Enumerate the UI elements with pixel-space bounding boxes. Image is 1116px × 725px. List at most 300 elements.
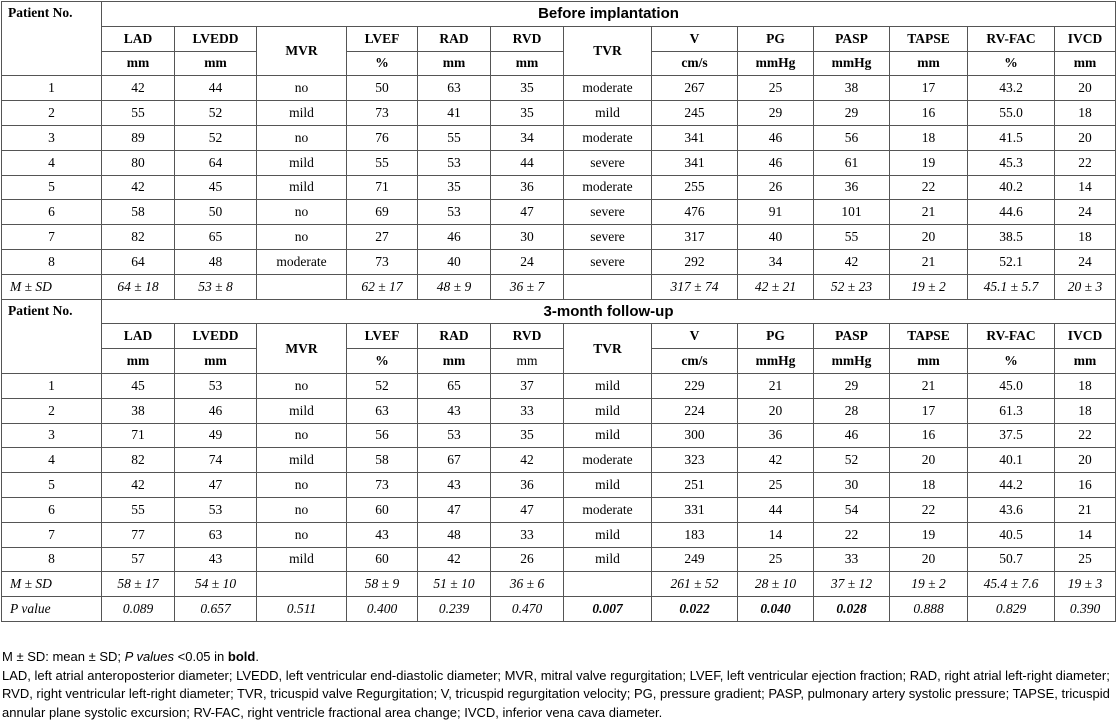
unit-cell: mm xyxy=(491,349,564,374)
column-header: RV-FAC xyxy=(968,324,1055,349)
column-header: RV-FAC xyxy=(968,26,1055,51)
mean-sd-cell xyxy=(257,274,347,299)
data-cell: 89 xyxy=(102,125,175,150)
data-cell: 40.5 xyxy=(968,522,1055,547)
patient-number-cell: 3 xyxy=(2,423,102,448)
data-cell: 19 xyxy=(890,150,968,175)
data-cell: 52 xyxy=(814,448,890,473)
unit-cell: mm xyxy=(1055,349,1116,374)
table-row xyxy=(2,473,1116,498)
data-cell: 41 xyxy=(418,101,491,126)
data-cell: 17 xyxy=(890,398,968,423)
data-cell: 25 xyxy=(738,473,814,498)
data-cell: 54 xyxy=(814,497,890,522)
footnote-pvalues-text: P values xyxy=(124,649,175,664)
unit-cell: mmHg xyxy=(738,349,814,374)
p-value-cell: 0.888 xyxy=(890,597,968,622)
data-cell: 47 xyxy=(418,497,491,522)
data-cell: 56 xyxy=(347,423,418,448)
p-value-row xyxy=(2,597,1116,622)
unit-cell: mm xyxy=(175,51,257,76)
data-cell: mild xyxy=(257,150,347,175)
data-cell: 22 xyxy=(890,175,968,200)
data-cell: 53 xyxy=(418,200,491,225)
data-cell: 101 xyxy=(814,200,890,225)
data-cell: 26 xyxy=(738,175,814,200)
data-cell: 53 xyxy=(418,150,491,175)
mean-sd-cell: 19 ± 2 xyxy=(890,274,968,299)
follow-up-section-title: 3-month follow-up xyxy=(102,299,1116,324)
data-cell: 47 xyxy=(175,473,257,498)
unit-cell: mm xyxy=(890,349,968,374)
data-cell: 43.6 xyxy=(968,497,1055,522)
data-cell: 14 xyxy=(1055,175,1116,200)
column-header: RVD xyxy=(491,324,564,349)
data-cell: mild xyxy=(257,448,347,473)
data-cell: 42 xyxy=(491,448,564,473)
data-cell: 35 xyxy=(418,175,491,200)
data-cell: mild xyxy=(564,473,652,498)
footnote-period: . xyxy=(255,649,259,664)
before-implantation-title-row xyxy=(2,2,1116,27)
data-cell: 24 xyxy=(491,249,564,274)
data-cell: no xyxy=(257,473,347,498)
data-cell: 45 xyxy=(175,175,257,200)
data-cell: no xyxy=(257,373,347,398)
data-cell: 40 xyxy=(738,225,814,250)
data-cell: severe xyxy=(564,225,652,250)
data-cell: 55 xyxy=(347,150,418,175)
data-cell: 53 xyxy=(175,497,257,522)
data-cell: 35 xyxy=(491,423,564,448)
mean-sd-cell: 45.1 ± 5.7 xyxy=(968,274,1055,299)
column-header: TVR xyxy=(564,26,652,76)
data-cell: 37 xyxy=(491,373,564,398)
p-value-cell: 0.400 xyxy=(347,597,418,622)
data-cell: 55 xyxy=(102,101,175,126)
data-cell: 45.0 xyxy=(968,373,1055,398)
column-header: LVEF xyxy=(347,324,418,349)
column-header: LVEDD xyxy=(175,26,257,51)
data-cell: 48 xyxy=(175,249,257,274)
mean-sd-cell: 19 ± 3 xyxy=(1055,572,1116,597)
data-cell: moderate xyxy=(257,249,347,274)
column-header: PG xyxy=(738,26,814,51)
data-cell: 17 xyxy=(890,76,968,101)
before-implantation-mean-sd-row xyxy=(2,274,1116,299)
patient-number-cell: 4 xyxy=(2,448,102,473)
data-cell: 18 xyxy=(1055,101,1116,126)
table-row xyxy=(2,101,1116,126)
data-cell: severe xyxy=(564,150,652,175)
data-cell: 73 xyxy=(347,249,418,274)
column-header: LVEF xyxy=(347,26,418,51)
data-cell: 45 xyxy=(102,373,175,398)
data-cell: 56 xyxy=(814,125,890,150)
mean-sd-cell xyxy=(257,572,347,597)
data-cell: 40 xyxy=(418,249,491,274)
data-cell: no xyxy=(257,522,347,547)
data-cell: 16 xyxy=(890,423,968,448)
data-cell: 52 xyxy=(175,125,257,150)
column-header: RAD xyxy=(418,324,491,349)
data-cell: 20 xyxy=(890,225,968,250)
data-cell: mild xyxy=(257,547,347,572)
data-cell: 21 xyxy=(890,200,968,225)
data-cell: 65 xyxy=(175,225,257,250)
data-cell: 44 xyxy=(175,76,257,101)
data-cell: 52 xyxy=(347,373,418,398)
data-cell: moderate xyxy=(564,76,652,101)
data-cell: 21 xyxy=(738,373,814,398)
data-cell: 50 xyxy=(175,200,257,225)
data-cell: 44.6 xyxy=(968,200,1055,225)
unit-cell: mm xyxy=(102,349,175,374)
unit-cell: mm xyxy=(102,51,175,76)
data-cell: 29 xyxy=(814,373,890,398)
table-footnotes xyxy=(2,648,1114,722)
data-cell: 49 xyxy=(175,423,257,448)
data-cell: 34 xyxy=(491,125,564,150)
mean-sd-cell: 36 ± 6 xyxy=(491,572,564,597)
column-header: LVEDD xyxy=(175,324,257,349)
mean-sd-cell xyxy=(564,274,652,299)
mean-sd-cell: 37 ± 12 xyxy=(814,572,890,597)
data-cell: 33 xyxy=(491,522,564,547)
data-cell: 43 xyxy=(347,522,418,547)
mean-sd-cell: 36 ± 7 xyxy=(491,274,564,299)
column-header: TVR xyxy=(564,324,652,374)
data-cell: 249 xyxy=(652,547,738,572)
mean-sd-cell: 48 ± 9 xyxy=(418,274,491,299)
column-header: TAPSE xyxy=(890,26,968,51)
patient-no-header: Patient No. xyxy=(2,2,102,76)
data-cell: 65 xyxy=(418,373,491,398)
column-header: IVCD xyxy=(1055,26,1116,51)
data-cell: 38.5 xyxy=(968,225,1055,250)
unit-cell: mmHg xyxy=(814,51,890,76)
mean-sd-cell: 19 ± 2 xyxy=(890,572,968,597)
patient-number-cell: 6 xyxy=(2,200,102,225)
data-cell: 20 xyxy=(738,398,814,423)
data-cell: 63 xyxy=(418,76,491,101)
table-row xyxy=(2,76,1116,101)
data-cell: mild xyxy=(257,101,347,126)
data-cell: 63 xyxy=(347,398,418,423)
data-cell: 30 xyxy=(491,225,564,250)
unit-cell: mm xyxy=(418,51,491,76)
data-cell: 57 xyxy=(102,547,175,572)
mean-sd-label: M ± SD xyxy=(2,572,102,597)
data-cell: 36 xyxy=(491,175,564,200)
data-cell: 24 xyxy=(1055,200,1116,225)
p-value-cell: 0.390 xyxy=(1055,597,1116,622)
echocardiography-table xyxy=(1,1,1116,622)
data-cell: 18 xyxy=(1055,225,1116,250)
data-cell: 47 xyxy=(491,200,564,225)
data-cell: 71 xyxy=(347,175,418,200)
patient-number-cell: 5 xyxy=(2,473,102,498)
data-cell: 50.7 xyxy=(968,547,1055,572)
data-cell: 42 xyxy=(738,448,814,473)
data-cell: 37.5 xyxy=(968,423,1055,448)
data-cell: 19 xyxy=(890,522,968,547)
table-row xyxy=(2,373,1116,398)
data-cell: 67 xyxy=(418,448,491,473)
data-cell: 36 xyxy=(738,423,814,448)
patient-number-cell: 8 xyxy=(2,547,102,572)
data-cell: 27 xyxy=(347,225,418,250)
data-cell: 35 xyxy=(491,101,564,126)
mean-sd-cell: 64 ± 18 xyxy=(102,274,175,299)
p-value-cell: 0.511 xyxy=(257,597,347,622)
data-cell: 18 xyxy=(890,125,968,150)
data-cell: 46 xyxy=(738,125,814,150)
data-cell: 35 xyxy=(491,76,564,101)
column-header: RAD xyxy=(418,26,491,51)
table-row xyxy=(2,175,1116,200)
data-cell: 82 xyxy=(102,448,175,473)
before-implantation-unit-row xyxy=(2,51,1116,76)
data-cell: 61.3 xyxy=(968,398,1055,423)
follow-up-mean-sd-row xyxy=(2,572,1116,597)
patient-number-cell: 1 xyxy=(2,76,102,101)
table-row xyxy=(2,547,1116,572)
data-cell: 42 xyxy=(102,175,175,200)
p-value-cell: 0.089 xyxy=(102,597,175,622)
footnote-legend xyxy=(2,648,1114,667)
data-cell: 64 xyxy=(102,249,175,274)
unit-cell: mmHg xyxy=(738,51,814,76)
data-cell: 73 xyxy=(347,101,418,126)
data-cell: 26 xyxy=(491,547,564,572)
data-cell: 18 xyxy=(1055,373,1116,398)
data-cell: moderate xyxy=(564,125,652,150)
follow-up-title-row xyxy=(2,299,1116,324)
unit-cell: % xyxy=(968,51,1055,76)
data-cell: 91 xyxy=(738,200,814,225)
column-header: PASP xyxy=(814,324,890,349)
data-cell: 36 xyxy=(491,473,564,498)
patient-number-cell: 1 xyxy=(2,373,102,398)
data-cell: 21 xyxy=(1055,497,1116,522)
mean-sd-cell: 261 ± 52 xyxy=(652,572,738,597)
data-cell: 25 xyxy=(738,547,814,572)
p-value-cell: 0.657 xyxy=(175,597,257,622)
unit-cell: mm xyxy=(890,51,968,76)
p-value-cell: 0.239 xyxy=(418,597,491,622)
data-cell: 25 xyxy=(738,76,814,101)
patient-number-cell: 7 xyxy=(2,522,102,547)
data-cell: 22 xyxy=(1055,150,1116,175)
data-cell: 43 xyxy=(418,473,491,498)
data-cell: 43.2 xyxy=(968,76,1055,101)
table-row xyxy=(2,522,1116,547)
data-cell: 40.1 xyxy=(968,448,1055,473)
column-header: PG xyxy=(738,324,814,349)
data-cell: 76 xyxy=(347,125,418,150)
p-value-label: P value xyxy=(2,597,102,622)
data-cell: moderate xyxy=(564,448,652,473)
data-cell: mild xyxy=(564,101,652,126)
data-cell: 245 xyxy=(652,101,738,126)
data-cell: 77 xyxy=(102,522,175,547)
data-cell: 21 xyxy=(890,249,968,274)
patient-number-cell: 3 xyxy=(2,125,102,150)
unit-cell: % xyxy=(347,51,418,76)
data-cell: mild xyxy=(564,398,652,423)
data-cell: 50 xyxy=(347,76,418,101)
data-cell: 55 xyxy=(102,497,175,522)
patient-no-header: Patient No. xyxy=(2,299,102,373)
data-cell: 14 xyxy=(738,522,814,547)
data-cell: 52 xyxy=(175,101,257,126)
data-cell: 69 xyxy=(347,200,418,225)
data-cell: 229 xyxy=(652,373,738,398)
patient-number-cell: 6 xyxy=(2,497,102,522)
table-row xyxy=(2,150,1116,175)
mean-sd-cell: 52 ± 23 xyxy=(814,274,890,299)
data-cell: 20 xyxy=(1055,125,1116,150)
patient-number-cell: 2 xyxy=(2,398,102,423)
data-cell: 20 xyxy=(890,547,968,572)
data-cell: 33 xyxy=(814,547,890,572)
data-cell: no xyxy=(257,225,347,250)
data-cell: 44 xyxy=(491,150,564,175)
data-cell: 24 xyxy=(1055,249,1116,274)
data-cell: 292 xyxy=(652,249,738,274)
table-row xyxy=(2,125,1116,150)
mean-sd-cell: 45.4 ± 7.6 xyxy=(968,572,1055,597)
p-value-cell: 0.470 xyxy=(491,597,564,622)
data-cell: severe xyxy=(564,249,652,274)
data-cell: 74 xyxy=(175,448,257,473)
data-cell: 43 xyxy=(175,547,257,572)
patient-number-cell: 7 xyxy=(2,225,102,250)
data-cell: 45.3 xyxy=(968,150,1055,175)
data-cell: 73 xyxy=(347,473,418,498)
data-cell: 42 xyxy=(418,547,491,572)
table-row xyxy=(2,497,1116,522)
data-cell: severe xyxy=(564,200,652,225)
data-cell: 46 xyxy=(814,423,890,448)
data-cell: 42 xyxy=(102,473,175,498)
data-cell: 14 xyxy=(1055,522,1116,547)
data-cell: mild xyxy=(564,423,652,448)
mean-sd-cell: 53 ± 8 xyxy=(175,274,257,299)
data-cell: 64 xyxy=(175,150,257,175)
data-cell: 323 xyxy=(652,448,738,473)
data-cell: 22 xyxy=(1055,423,1116,448)
data-cell: 476 xyxy=(652,200,738,225)
data-cell: 16 xyxy=(890,101,968,126)
data-cell: 46 xyxy=(175,398,257,423)
unit-cell: mmHg xyxy=(814,349,890,374)
patient-number-cell: 8 xyxy=(2,249,102,274)
data-cell: 46 xyxy=(418,225,491,250)
data-cell: 29 xyxy=(814,101,890,126)
footnote-bold-text: bold xyxy=(227,649,256,664)
data-cell: 61 xyxy=(814,150,890,175)
p-value-cell: 0.007 xyxy=(564,597,652,622)
data-cell: 29 xyxy=(738,101,814,126)
footnote-abbreviations: LAD, left atrial anteroposterior diameter; LVEDD, left ventricular end-diastolic diameter; MVR, mitral valve regurgitation; LVEF, left ventricular ejection fraction; RAD, right atrial left-right diameter; RVD, right ventricular left-right diameter; TVR, tricuspid valve Regurgitation; V, tricuspid regurgitation velocity; PG, pressure gradient; PASP, pulmonary artery systolic pressure; TAPSE, tricuspid annular plane systolic excursion; RV-FAC, right ventricle fractional area change; IVCD, inferior vena cava diameter. xyxy=(2,667,1110,720)
column-header: V xyxy=(652,324,738,349)
unit-cell: % xyxy=(968,349,1055,374)
column-header: PASP xyxy=(814,26,890,51)
mean-sd-cell: 54 ± 10 xyxy=(175,572,257,597)
data-cell: 44.2 xyxy=(968,473,1055,498)
data-cell: 60 xyxy=(347,497,418,522)
data-cell: 22 xyxy=(814,522,890,547)
table-row xyxy=(2,398,1116,423)
p-value-cell: 0.028 xyxy=(814,597,890,622)
data-cell: 58 xyxy=(347,448,418,473)
data-cell: 18 xyxy=(1055,398,1116,423)
data-cell: 21 xyxy=(890,373,968,398)
unit-cell: % xyxy=(347,349,418,374)
data-cell: 41.5 xyxy=(968,125,1055,150)
data-cell: 300 xyxy=(652,423,738,448)
data-cell: 267 xyxy=(652,76,738,101)
follow-up-header-row xyxy=(2,324,1116,349)
before-implantation-section-title: Before implantation xyxy=(102,2,1116,27)
data-cell: 80 xyxy=(102,150,175,175)
unit-cell: mm xyxy=(175,349,257,374)
column-header: V xyxy=(652,26,738,51)
data-cell: 331 xyxy=(652,497,738,522)
p-value-cell: 0.040 xyxy=(738,597,814,622)
data-cell: 63 xyxy=(175,522,257,547)
data-cell: 43 xyxy=(418,398,491,423)
column-header: MVR xyxy=(257,324,347,374)
data-cell: 255 xyxy=(652,175,738,200)
data-cell: 52.1 xyxy=(968,249,1055,274)
data-cell: 82 xyxy=(102,225,175,250)
column-header: TAPSE xyxy=(890,324,968,349)
data-cell: 20 xyxy=(1055,448,1116,473)
data-cell: mild xyxy=(257,175,347,200)
follow-up-unit-row xyxy=(2,349,1116,374)
data-cell: 341 xyxy=(652,125,738,150)
footnote-msd-text: M ± SD: mean ± SD; xyxy=(2,649,125,664)
unit-cell: cm/s xyxy=(652,51,738,76)
unit-cell: mm xyxy=(418,349,491,374)
mean-sd-cell: 42 ± 21 xyxy=(738,274,814,299)
column-header: LAD xyxy=(102,26,175,51)
data-cell: 38 xyxy=(814,76,890,101)
data-cell: 20 xyxy=(890,448,968,473)
data-cell: 38 xyxy=(102,398,175,423)
patient-number-cell: 5 xyxy=(2,175,102,200)
data-cell: mild xyxy=(257,398,347,423)
data-cell: 28 xyxy=(814,398,890,423)
data-cell: moderate xyxy=(564,175,652,200)
data-cell: 42 xyxy=(102,76,175,101)
table-row xyxy=(2,423,1116,448)
data-cell: 20 xyxy=(1055,76,1116,101)
data-cell: 53 xyxy=(175,373,257,398)
data-cell: no xyxy=(257,200,347,225)
column-header: LAD xyxy=(102,324,175,349)
data-cell: mild xyxy=(564,373,652,398)
mean-sd-cell: 62 ± 17 xyxy=(347,274,418,299)
data-cell: mild xyxy=(564,547,652,572)
data-cell: 34 xyxy=(738,249,814,274)
mean-sd-cell xyxy=(564,572,652,597)
mean-sd-cell: 51 ± 10 xyxy=(418,572,491,597)
mean-sd-cell: 20 ± 3 xyxy=(1055,274,1116,299)
